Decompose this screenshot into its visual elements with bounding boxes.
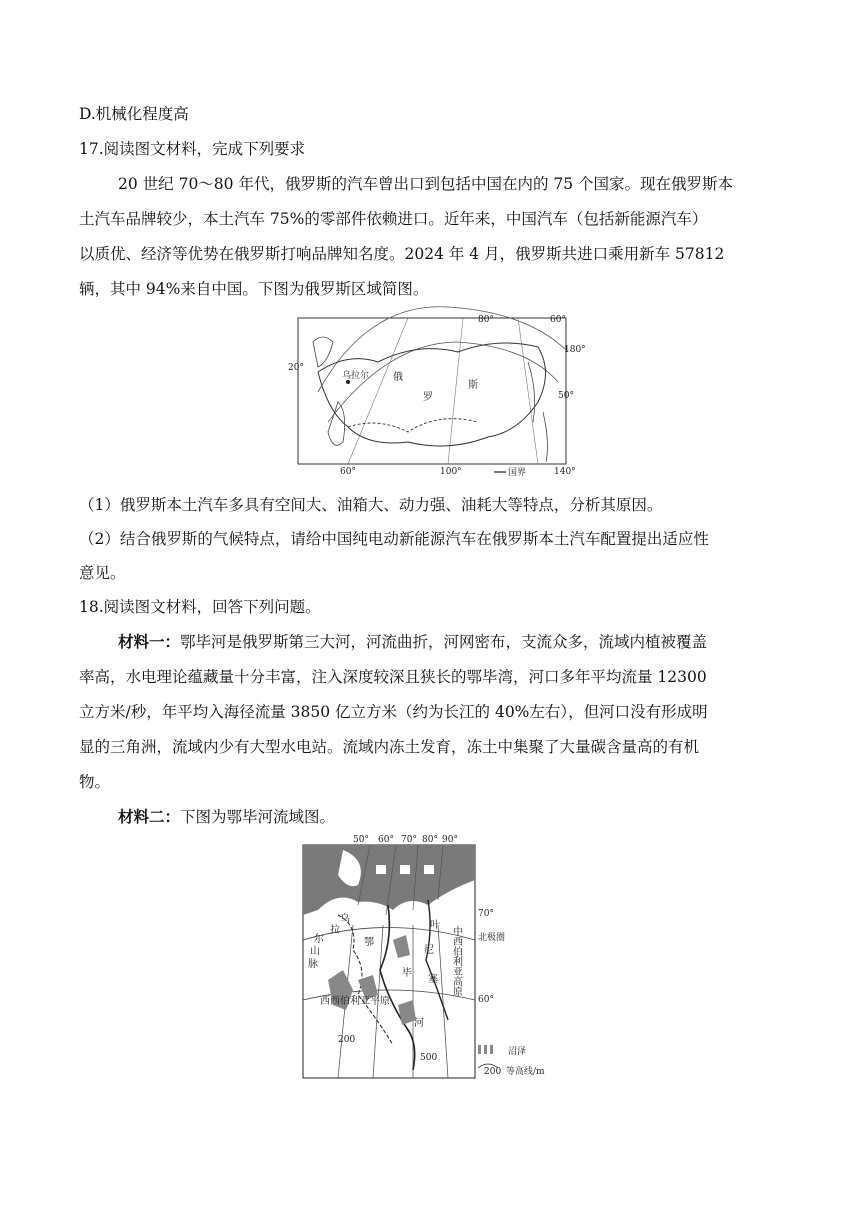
q17-text-4: 辆，其中 94%来自中国。下图为俄罗斯区域简图。	[79, 280, 429, 298]
map2-contour-500: 500	[420, 1053, 438, 1063]
map1-lon180: 180°	[564, 345, 586, 355]
map2-lat60: 60°	[478, 995, 494, 1005]
q17-sub1: （1）俄罗斯本土汽车多具有空间大、油箱大、动力强、油耗大等特点，分析其原因。	[79, 496, 663, 514]
material-1-line-5: 物。	[79, 773, 111, 791]
map2-bi: 毕	[402, 968, 412, 979]
material-1-label: 材料一：	[118, 632, 181, 651]
map2-lon90: 90°	[442, 835, 458, 845]
ob-river-map	[298, 830, 568, 1085]
map1-legend: 国界	[508, 468, 527, 478]
map2-lon80: 80°	[422, 835, 438, 845]
material-1-line-2: 率高，水电理论蕴藏量十分丰富，注入深度较深且狭长的鄂毕湾，河口多年平均流量 12300	[79, 668, 707, 686]
map2-lon50: 50°	[353, 835, 369, 845]
map2-sai: 塞	[428, 974, 438, 985]
q17-text-2: 土汽车品牌较少，本土汽车 75%的零部件依赖进口。近年来，中国汽车（包括新能源汽车）	[79, 210, 708, 228]
map1-luo: 罗	[423, 392, 433, 403]
map2-mai: 脉	[308, 959, 318, 970]
material-1-line-4: 显的三角洲，流域内少有大型水电站。流域内冻土发育，冻土中集聚了大量碳含量高的有机	[79, 738, 700, 756]
map1-lon140: 140°	[554, 467, 576, 477]
map2-lat70: 70°	[478, 909, 494, 919]
material-1-text: 鄂毕河是俄罗斯第三大河，河流曲折，河网密布，支流众多，流域内植被覆盖	[180, 633, 708, 651]
map1-lat50: 50°	[558, 391, 574, 401]
map2-he: 河	[414, 1018, 424, 1029]
q17-sub2-b: 意见。	[79, 564, 126, 582]
q17-text-1: 20 世纪 70～80 年代，俄罗斯的汽车曾出口到包括中国在内的 75 个国家。现在俄罗斯本	[118, 175, 734, 193]
map1-lon100: 100°	[440, 467, 462, 477]
map2-shan: 山	[310, 946, 320, 957]
map2-arctic: 北极圈	[478, 933, 506, 943]
map1-lon60b: 60°	[340, 467, 356, 477]
material-1-line-1	[118, 631, 828, 653]
russia-map	[288, 312, 586, 478]
map1-city: 乌拉尔	[342, 371, 370, 381]
question-17-title: 17.阅读图文材料，完成下列要求	[79, 140, 306, 158]
q17-text-3: 以质优、经济等优势在俄罗斯打响品牌知名度。2024 年 4 月，俄罗斯共进口乘用新车 57812	[79, 245, 725, 263]
q17-sub2-a: （2）结合俄罗斯的气候特点，请给中国纯电动新能源汽车在俄罗斯本土汽车配置提出适应性	[79, 530, 709, 548]
map2-ye: 叶	[430, 920, 440, 931]
map1-lon60t: 60°	[550, 315, 566, 325]
map2-wu: 乌	[340, 914, 350, 925]
map2-la: 拉	[330, 925, 340, 936]
map1-lon80: 80°	[478, 315, 494, 325]
option-d: D.机械化程度高	[79, 105, 189, 123]
material-2-line	[118, 806, 828, 828]
map2-er: 尔	[314, 934, 324, 945]
map2-contour-200: 200	[338, 1035, 356, 1045]
map2-lon60: 60°	[378, 835, 394, 845]
map1-e: 俄	[393, 372, 403, 383]
material-2-text: 下图为鄂毕河流域图。	[180, 808, 336, 826]
map2-legend-200: 200	[484, 1067, 502, 1077]
map1-si: 斯	[468, 380, 478, 391]
map2-mid-siberia: 中西伯利亚高原	[450, 926, 462, 996]
question-18-title: 18.阅读图文材料，回答下列问题。	[79, 598, 321, 616]
map2-e: 鄂	[364, 937, 374, 948]
map2-ni: 尼	[424, 945, 434, 956]
material-2-label: 材料二：	[118, 807, 181, 826]
material-1-line-3: 立方米/秒，年平均入海径流量 3850 亿立方米（约为长江的 40%左右），但河口没有形成明	[79, 703, 708, 721]
map2-legend-swamp: 沼泽	[508, 1047, 527, 1057]
map2-west-siberia: 西西伯利亚平原	[320, 996, 390, 1007]
map2-legend-contour: 等高线/m	[506, 1067, 545, 1077]
map2-lon70: 70°	[401, 835, 417, 845]
map1-lat20: 20°	[288, 363, 304, 373]
